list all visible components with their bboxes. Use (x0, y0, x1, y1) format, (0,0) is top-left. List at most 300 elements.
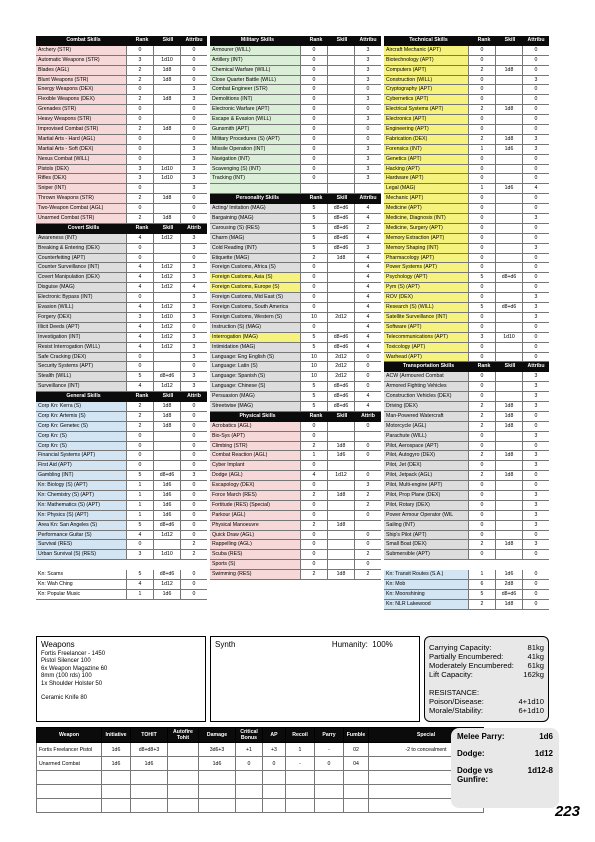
skill-row (36, 402, 207, 412)
column-1 (36, 36, 207, 630)
carry-row (429, 661, 544, 670)
skill-name: Armourer (WILL) (210, 46, 301, 55)
skill-die-cell (328, 501, 355, 510)
skill-row (384, 481, 549, 491)
skill-name: Pilot, Jetpack (AGL) (384, 471, 469, 480)
section-title: Combat Skills (66, 37, 101, 43)
skill-name: Kn: Scams (36, 570, 127, 579)
skill-row (36, 481, 207, 491)
skill-row (384, 540, 549, 550)
skill-row (210, 402, 381, 412)
weapon-cell (286, 785, 315, 799)
skill-die-cell: 1d12 (154, 382, 181, 391)
skill-row (210, 481, 381, 491)
attrib-cell: 0 (534, 284, 538, 291)
rank-cell: 0 (469, 521, 496, 530)
skill-die-cell: 1d12 (154, 531, 181, 540)
skill-name: Artillery (INT) (210, 56, 301, 65)
skill-row (36, 333, 207, 343)
skill-row (384, 521, 549, 531)
skill-row (36, 372, 207, 382)
skill-row (210, 244, 381, 254)
skill-die-cell: d8+d6 (328, 392, 355, 401)
skill-die-cell: Skill (336, 412, 348, 419)
attrib-cell: 0 (192, 135, 196, 142)
skill-die-cell (496, 501, 523, 510)
carry-value: 61kg (527, 661, 544, 670)
rank-cell: 0 (127, 432, 154, 441)
rank-cell: 0 (127, 135, 154, 144)
rank-cell: 0 (469, 501, 496, 510)
skill-row (36, 570, 207, 580)
attrib-cell: 3 (534, 145, 538, 152)
skill-name: Hacking (APT) (384, 165, 469, 174)
skill-die-cell (496, 442, 523, 451)
skill-die-cell: 1d8 (496, 600, 523, 609)
skill-die-cell: 1d8 (154, 422, 181, 431)
skill-die-cell: 1d12 (154, 273, 181, 282)
rank-cell: 0 (469, 204, 496, 213)
rank-cell: 4 (127, 333, 154, 342)
weapon-cell (168, 799, 199, 813)
carry-row (429, 670, 544, 679)
weapon-cell (236, 799, 263, 813)
skill-name: Genetics (APT) (384, 155, 469, 164)
skill-name: Memory Shaping (INT) (384, 244, 469, 253)
skill-die-cell (496, 343, 523, 352)
skill-row (36, 432, 207, 442)
skill-row (36, 461, 207, 471)
skill-name: Scuba (RES) (210, 550, 301, 559)
skill-row (210, 273, 381, 283)
attrib-cell: 0 (534, 580, 538, 587)
attrib-cell: 3 (192, 383, 196, 390)
skill-name: Blades (AGL) (36, 66, 127, 75)
skill-name: Motorcycle (AGL) (384, 422, 469, 431)
skill-row (210, 362, 381, 372)
attrib-cell: 0 (192, 491, 196, 498)
rank-cell: 5 (301, 214, 328, 223)
attrib-cell: 0 (534, 195, 538, 202)
skill-name: Corp Kn: Artemis (S) (36, 412, 127, 421)
skill-die-cell: 1d10 (154, 56, 181, 65)
skill-name: Martial Arts - Soft (DEX) (36, 145, 127, 154)
melee-parry-value: 1d6 (539, 732, 553, 741)
section-title: Transportation Skills (402, 363, 455, 370)
rank-cell: 2 (469, 135, 496, 144)
rank-cell: 2 (469, 412, 496, 421)
skill-die-cell (328, 155, 355, 164)
skill-die-cell: 1d8 (154, 76, 181, 85)
skill-name: Pym (S) (APT) (384, 283, 469, 292)
attrib-cell: 0 (192, 580, 196, 587)
weapon-cell (315, 785, 344, 799)
rank-cell: 0 (301, 263, 328, 272)
rank-cell: 1 (127, 590, 154, 599)
attrib-cell: 3 (534, 491, 538, 498)
skill-name: Corp Kn: Kerra (S) (36, 402, 127, 411)
skill-name: Cold Reading (INT) (210, 244, 301, 253)
skill-row (384, 115, 549, 125)
weapon-cell: -2 to concealment (369, 743, 484, 757)
skill-die-cell (496, 95, 523, 104)
rank-cell: 0 (469, 115, 496, 124)
attrib-cell: 0 (534, 234, 538, 241)
attrib-cell: 3 (534, 135, 538, 142)
skill-name: Kn: Wah Ching (36, 580, 127, 589)
rank-cell: 0 (301, 145, 328, 154)
attrib-cell: 3 (192, 86, 196, 93)
attrib-cell (355, 461, 381, 470)
rank-cell: 10 (301, 372, 328, 381)
synth-box (210, 636, 420, 722)
attrib-cell: 3 (534, 76, 538, 83)
skill-row (384, 313, 549, 323)
skill-name: Heavy Weapons (STR) (36, 115, 127, 124)
weapon-cell (131, 785, 168, 799)
skill-name: Electronic Bypass (INT) (36, 293, 127, 302)
rank-cell: 5 (301, 382, 328, 391)
rank-cell: 2 (469, 451, 496, 460)
rank-cell: 0 (469, 372, 496, 381)
skill-row (36, 491, 207, 501)
attrib-cell: 3 (192, 145, 196, 152)
attrib-cell: 2 (366, 491, 370, 498)
skill-die-cell (496, 550, 523, 559)
attrib-cell: 0 (366, 135, 370, 142)
skill-die-cell: 1d12 (154, 283, 181, 292)
skill-name: Corp Kn: (S) (36, 432, 127, 441)
attrib-cell: 0 (192, 501, 196, 508)
skill-die-cell: 1d12 (154, 323, 181, 332)
skill-die-cell (496, 214, 523, 223)
weapon-cell: 0 (315, 757, 344, 771)
skill-name: First Aid (APT) (36, 461, 127, 470)
weapon-cell (131, 771, 168, 785)
skill-name: Area Kn: San Angeles (S) (36, 521, 127, 530)
weapon-cell (168, 757, 199, 771)
skill-name: Covert Manipulation (DEX) (36, 273, 127, 282)
skill-die-cell: 1d6 (328, 451, 355, 460)
skill-row (210, 56, 381, 66)
skill-name: Interrogation (MAG) (210, 333, 301, 342)
skill-name: Climbing (STR) (210, 442, 301, 451)
rank-cell: 3 (127, 165, 154, 174)
skill-die-cell (328, 66, 355, 75)
rank-cell: 0 (469, 56, 496, 65)
rank-cell: 0 (469, 481, 496, 490)
attrib-cell: 0 (366, 561, 370, 568)
weapon-cell (131, 799, 168, 813)
skill-name: Pilot, Aerospace (APT) (384, 442, 469, 451)
skill-name: Man-Powered Watercraft (384, 412, 469, 421)
dodge-vs-label: Dodge vs Gunfire: (457, 766, 494, 784)
skill-row (210, 540, 381, 550)
skill-die-cell (328, 422, 355, 431)
weapons-box (36, 636, 206, 722)
attrib-cell: 3 (192, 274, 196, 281)
skill-name: Evasion (WILL) (36, 303, 127, 312)
carry-label: Carrying Capacity: (429, 643, 492, 652)
attrib-cell: 3 (192, 294, 196, 301)
skill-row (36, 293, 207, 303)
skill-row (384, 66, 549, 76)
humanity-label: Humanity: (331, 640, 368, 649)
attrib-cell: 0 (534, 353, 538, 360)
skill-name: Pistols (DEX) (36, 165, 127, 174)
carry-label: Partially Encumbered: (429, 652, 504, 661)
attrib-cell: 3 (192, 155, 196, 162)
skill-row (36, 145, 207, 155)
skill-die-cell: 1d10 (154, 313, 181, 322)
rank-cell: 0 (469, 343, 496, 352)
skill-die-cell: 2d12 (328, 372, 355, 381)
weapon-col-header: Recoil (286, 728, 315, 743)
skill-row (36, 313, 207, 323)
rank-cell: 0 (469, 550, 496, 559)
skill-name: Breaking & Entering (DEX) (36, 244, 127, 253)
attrib-cell: 3 (534, 244, 538, 251)
weapon-cell (263, 799, 286, 813)
rank-cell: 2 (127, 214, 154, 223)
rank-cell: 0 (301, 174, 328, 183)
rank-cell: 0 (301, 283, 328, 292)
weapon-cell (236, 771, 263, 785)
rank-cell: 2 (469, 600, 496, 609)
rank-cell: 0 (301, 540, 328, 549)
skill-die-cell (328, 283, 355, 292)
skill-die-cell: d8+d6 (328, 244, 355, 253)
skill-name: Pilot, Jet (DEX) (384, 461, 469, 470)
skill-die-cell (496, 382, 523, 391)
skill-name: Foreign Customs, Western (S) (210, 313, 301, 322)
skill-row (36, 451, 207, 461)
attrib-cell: 0 (192, 215, 196, 222)
section-header (36, 36, 207, 46)
skill-name: Forgery (DEX) (36, 313, 127, 322)
skill-row (210, 333, 381, 343)
skill-row (210, 76, 381, 86)
skill-die-cell: 1d8 (328, 254, 355, 263)
skill-name: Hardware (APT) (384, 174, 469, 183)
weapon-cell: 1d6 (131, 757, 168, 771)
attrib-cell: 0 (534, 472, 538, 479)
skill-die-cell (154, 293, 181, 302)
weapons-list (41, 651, 201, 703)
skill-name: Force March (RES) (210, 491, 301, 500)
rank-cell: 5 (301, 343, 328, 352)
skill-die-cell (154, 244, 181, 253)
attrib-cell: Attribu (185, 37, 203, 43)
rank-cell: 0 (127, 244, 154, 253)
skill-name: Parkour (AGL) (210, 511, 301, 520)
section-title: Military Skills (240, 37, 275, 43)
skill-die-cell (154, 135, 181, 144)
attrib-cell: 3 (534, 294, 538, 301)
attrib-cell: Attribu (359, 37, 377, 43)
skill-die-cell (496, 461, 523, 470)
skill-row (210, 521, 381, 531)
skill-row (36, 56, 207, 66)
rank-cell: 0 (469, 432, 496, 441)
attrib-cell: 0 (366, 531, 370, 538)
attrib-cell: 0 (192, 254, 196, 261)
skill-die-cell (154, 145, 181, 154)
attrib-cell: 0 (534, 224, 538, 231)
attrib-cell: 3 (366, 96, 370, 103)
skill-name: Persuasion (MAG) (210, 392, 301, 401)
skill-row (384, 273, 549, 283)
skill-row (210, 382, 381, 392)
rank-cell: 0 (469, 234, 496, 243)
synth-label: Synth (215, 640, 236, 649)
rank-cell: 0 (469, 353, 496, 362)
skill-name: Cyber Implant (210, 461, 301, 470)
skill-name: Fortitude (RES) (Special) (210, 501, 301, 510)
attrib-cell: 0 (534, 46, 538, 53)
skill-die-cell (328, 273, 355, 282)
rank-cell: 0 (469, 461, 496, 470)
skill-row (36, 382, 207, 392)
weapon-col-header: Critical Bonus (236, 728, 263, 743)
attrib-cell: 3 (534, 383, 538, 390)
skill-row (384, 412, 549, 422)
skill-die-cell (154, 254, 181, 263)
weapon-line: Pistol Silencer 100 (41, 658, 91, 665)
skill-die-cell: 1d8 (328, 491, 355, 500)
weapon-cell (199, 771, 236, 785)
attrib-cell: 0 (534, 600, 538, 607)
skill-die-cell (496, 155, 523, 164)
rank-cell: 5 (301, 244, 328, 253)
weapon-row (37, 743, 484, 757)
skill-row (210, 145, 381, 155)
dodge-value: 1d12 (534, 749, 553, 758)
skill-row (36, 95, 207, 105)
attrib-cell: 0 (534, 56, 538, 63)
weapon-cell (286, 799, 315, 813)
weapon-cell (37, 799, 102, 813)
carry-label: Poison/Disease: (429, 697, 484, 706)
skill-die-cell: 1d6 (154, 501, 181, 510)
skill-name: Computers (APT) (384, 66, 469, 75)
carry-label: Lift Capacity: (429, 670, 473, 679)
rank-cell: 0 (127, 115, 154, 124)
carry-row (429, 697, 544, 706)
section-header (36, 224, 207, 234)
skill-die-cell: 2d12 (328, 353, 355, 362)
skill-die-cell (496, 254, 523, 263)
skill-die-cell (154, 451, 181, 460)
skill-name: Blunt Weapons (STR) (36, 76, 127, 85)
skill-row (384, 600, 549, 610)
skill-die-cell: Skill (504, 37, 516, 43)
rank-cell: 0 (469, 125, 496, 134)
skill-name: Corp Kn: (S) (36, 442, 127, 451)
rank-cell: 10 (301, 353, 328, 362)
rank-cell: 2 (127, 66, 154, 75)
skill-name: Psychology (APT) (384, 273, 469, 282)
skill-row (210, 283, 381, 293)
rank-cell: 0 (301, 531, 328, 540)
weapon-line: 1x Shoulder Holster 50 (41, 680, 103, 687)
skill-die-cell (154, 85, 181, 94)
humanity-value: 100% (372, 640, 393, 649)
section-title: General Skills (66, 393, 101, 400)
attrib-cell: 3 (192, 185, 196, 192)
weapon-line: Fortis Freelancer - 1450 (41, 651, 106, 657)
attrib-cell: 0 (366, 472, 370, 479)
weapon-cell (344, 785, 369, 799)
carry-value: 41kg (527, 652, 544, 661)
skill-name: Carousing (S) (RES) (210, 224, 301, 233)
skill-row (210, 155, 381, 165)
rank-cell: 2 (127, 402, 154, 411)
section-header (210, 194, 381, 204)
attrib-cell: 0 (534, 116, 538, 123)
section-header (210, 412, 381, 422)
rank-cell: 4 (127, 531, 154, 540)
weapon-line: Ceramic Knife 80 (41, 695, 88, 702)
skill-die-cell: 1d8 (154, 125, 181, 134)
attrib-cell: 4 (366, 343, 370, 350)
skill-row (210, 560, 381, 570)
skill-die-cell (328, 481, 355, 490)
attrib-cell: 0 (534, 343, 538, 350)
skill-row (36, 353, 207, 363)
rank-cell: 3 (127, 550, 154, 559)
skill-row (210, 471, 381, 481)
skill-die-cell (154, 442, 181, 451)
weapon-row (37, 771, 484, 785)
skill-row (210, 214, 381, 224)
skill-name: Safe Cracking (DEX) (36, 353, 127, 362)
skill-name: Swimming (RES) (210, 570, 301, 579)
skill-name: Kn: Mathematics (S) (APT) (36, 501, 127, 510)
skill-die-cell (154, 155, 181, 164)
skill-row (384, 56, 549, 66)
attrib-cell: 4 (366, 304, 370, 311)
skill-row (384, 501, 549, 511)
skill-row (384, 145, 549, 155)
skill-die-cell: d8+d6 (496, 303, 523, 312)
skill-row (36, 273, 207, 283)
attrib-cell: 0 (192, 482, 196, 489)
attrib-cell: 0 (192, 571, 196, 578)
attrib-cell: 2 (192, 551, 196, 558)
rank-cell: 5 (127, 570, 154, 579)
attrib-cell: 4 (366, 294, 370, 301)
rank-cell: 0 (301, 511, 328, 520)
skill-die-cell (328, 432, 355, 441)
rank-cell: 10 (301, 362, 328, 371)
skill-row (36, 412, 207, 422)
attrib-cell: 0 (534, 254, 538, 261)
weapon-line (41, 688, 201, 695)
rank-cell: 10 (301, 313, 328, 322)
spacer (384, 560, 549, 570)
weapon-col-header: Fumble (344, 728, 369, 743)
weapons-title: Weapons (41, 640, 75, 649)
skill-die-cell: d8+d6 (328, 382, 355, 391)
attrib-cell: 4 (366, 323, 370, 330)
rank-cell: 0 (301, 66, 328, 75)
skill-row (384, 283, 549, 293)
skill-row (384, 451, 549, 461)
weapon-cell: 1 (286, 743, 315, 757)
skill-row (36, 531, 207, 541)
skill-die-cell (496, 432, 523, 441)
